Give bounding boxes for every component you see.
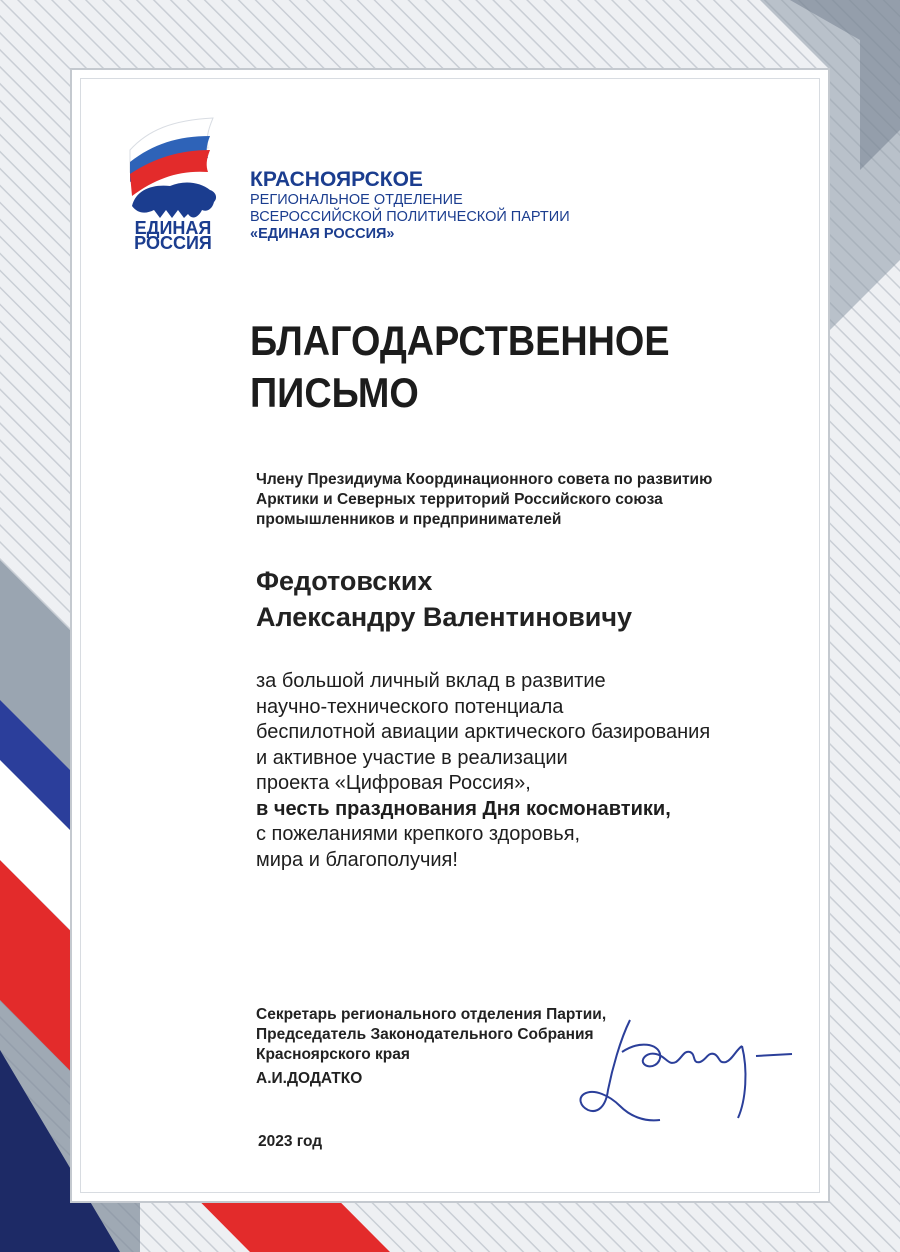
signer-line-2: Председатель Законодательного Собрания <box>256 1026 594 1043</box>
recipient-position <box>256 470 712 530</box>
recipient-name <box>256 563 632 635</box>
title-line-1: БЛАГОДАРСТВЕННОЕ <box>250 317 670 364</box>
handwritten-signature <box>560 1010 810 1130</box>
title-line-2: ПИСЬМО <box>250 369 419 416</box>
body-line-3: беспилотной авиации арктического базирования <box>256 721 711 743</box>
recipient-surname: Федотовских <box>256 566 433 596</box>
body-line-6: в честь празднования Дня космонавтики, <box>256 797 671 820</box>
signer-block <box>256 1005 606 1089</box>
body-line-8: мира и благополучия! <box>256 848 458 871</box>
document-title <box>250 315 670 419</box>
signer-name: А.И.ДОДАТКО <box>256 1070 363 1087</box>
recipient-given-name: Александру Валентиновичу <box>256 602 633 632</box>
body-line-5: проекта «Цифровая Россия», <box>256 772 531 794</box>
body-line-2: научно-технического потенциала <box>256 695 564 718</box>
signer-line-3: Красноярского края <box>256 1046 410 1063</box>
header-line-2: ВСЕРОССИЙСКОЙ ПОЛИТИЧЕСКОЙ ПАРТИИ <box>250 209 570 225</box>
party-name: «ЕДИНАЯ РОССИЯ» <box>250 226 395 242</box>
document-year: 2023 год <box>258 1133 323 1150</box>
recipient-line-2: Арктики и Северных территорий Российского союза <box>256 491 663 508</box>
header-line-1: РЕГИОНАЛЬНОЕ ОТДЕЛЕНИЕ <box>250 192 463 208</box>
svg-text:РОССИЯ: РОССИЯ <box>134 233 212 250</box>
body-line-7: с пожеланиями крепкого здоровья, <box>256 823 581 845</box>
party-header <box>250 168 570 243</box>
region-name: КРАСНОЯРСКОЕ <box>250 168 423 191</box>
recipient-line-1: Члену Президиума Координационного совета по развитию <box>256 471 713 488</box>
body-line-4: и активное участие в реализации <box>256 746 568 769</box>
signer-line-1: Секретарь регионального отделения Партии, <box>256 1006 607 1023</box>
svg-text:ЕДИНАЯ: ЕДИНАЯ <box>134 218 212 238</box>
bear-flag-logo-icon <box>118 110 228 250</box>
recipient-line-3: промышленников и предпринимателей <box>256 511 562 528</box>
body-line-1: за большой личный вклад в развитие <box>256 670 606 692</box>
letter-body <box>256 669 710 873</box>
